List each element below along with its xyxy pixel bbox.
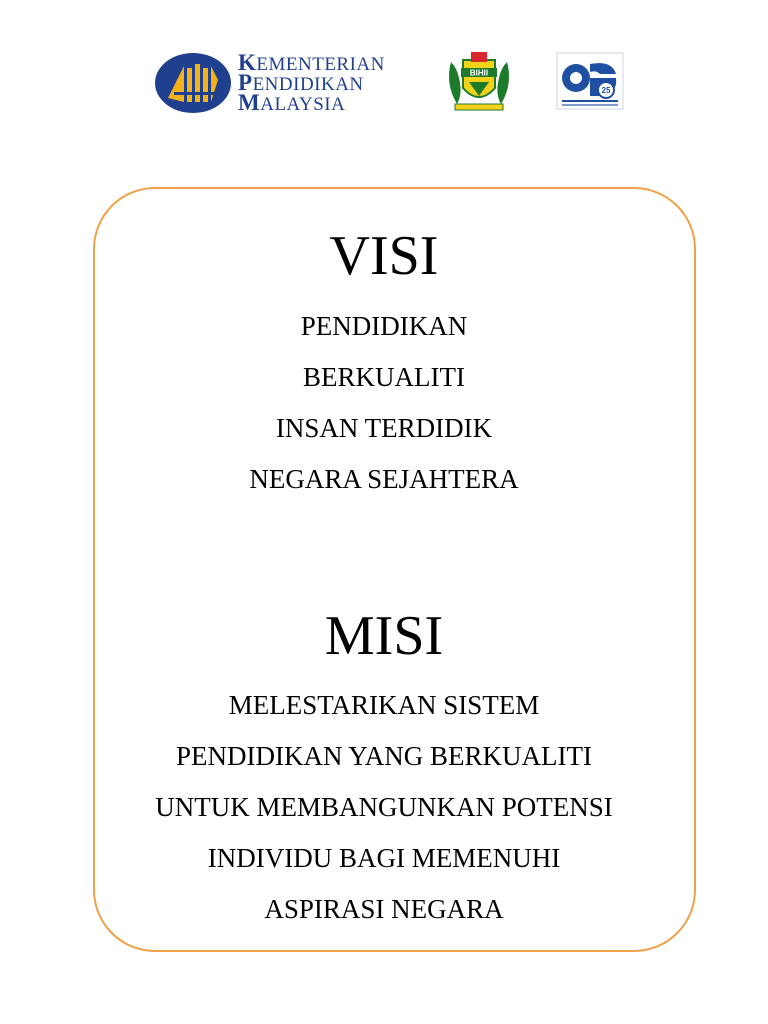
logo-bar <box>0 48 768 118</box>
visi-line: INSAN TERDIDIK <box>275 413 493 443</box>
ministry-name-line-1: KEMENTERIAN <box>238 50 385 75</box>
seal-number: 25 <box>601 86 611 95</box>
school-crest-icon <box>443 48 515 114</box>
ministry-name <box>238 50 428 115</box>
visi-statement <box>0 301 768 505</box>
ministry-name-line-2: PENDIDIKAN <box>238 70 364 95</box>
ministry-logo <box>154 52 424 114</box>
crest-banner-text: BIHII <box>469 68 489 78</box>
misi-heading: MISI <box>324 605 444 667</box>
kpm-emblem-icon <box>154 52 232 114</box>
anniversary-seal-icon <box>556 52 624 110</box>
ministry-name-line-3: MALAYSIA <box>238 90 346 115</box>
visi-line: BERKUALITI <box>303 362 465 392</box>
misi-line: MELESTARIKAN SISTEM <box>228 690 540 720</box>
misi-line: INDIVIDU BAGI MEMENUHI <box>207 843 561 873</box>
visi-heading: VISI <box>329 225 439 287</box>
visi-line: NEGARA SEJAHTERA <box>249 464 519 494</box>
misi-statement <box>0 680 768 935</box>
misi-line: ASPIRASI NEGARA <box>264 894 504 924</box>
visi-line: PENDIDIKAN <box>300 311 468 341</box>
misi-line: UNTUK MEMBANGUNKAN POTENSI <box>155 792 613 822</box>
misi-line: PENDIDIKAN YANG BERKUALITI <box>176 741 592 771</box>
